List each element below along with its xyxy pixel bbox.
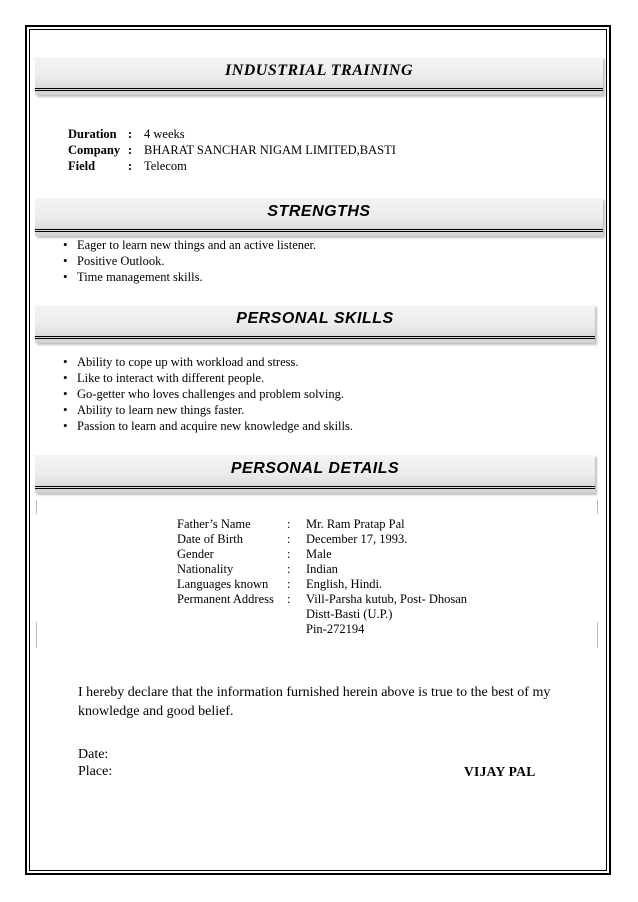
strengths-list bbox=[60, 237, 316, 285]
list-item: • Go-getter who loves challenges and problem solving. bbox=[60, 386, 353, 402]
list-item: • Like to interact with different people. bbox=[60, 370, 353, 386]
list-item: • Eager to learn new things and an active listener. bbox=[60, 237, 316, 253]
decorative-tick bbox=[36, 500, 37, 514]
list-item: • Passion to learn and acquire new knowledge and skills. bbox=[60, 418, 353, 434]
section-header-personal-details bbox=[35, 455, 595, 493]
declaration-text: I hereby declare that the information furnished herein above is true to the best of my knowledge and good belief. bbox=[78, 685, 551, 719]
training-details bbox=[68, 126, 396, 174]
training-row: Field : Telecom bbox=[68, 159, 187, 173]
date-label: Date: bbox=[78, 747, 109, 762]
signature-name: VIJAY PAL bbox=[464, 764, 536, 779]
detail-row: Permanent Address : Vill-Parsha kutub, Post- Dhosan bbox=[177, 592, 468, 606]
section-title: PERSONAL SKILLS bbox=[236, 310, 394, 327]
skills-list bbox=[60, 354, 353, 434]
detail-row: Date of Birth : December 17, 1993. bbox=[177, 532, 408, 546]
training-row: Company : BHARAT SANCHAR NIGAM LIMITED,BASTI bbox=[68, 143, 396, 157]
detail-row: Father’s Name : Mr. Ram Pratap Pal bbox=[177, 517, 405, 531]
section-title: STRENGTHS bbox=[267, 203, 371, 220]
section-header-strengths bbox=[35, 198, 603, 236]
section-title: PERSONAL DETAILS bbox=[230, 460, 400, 477]
address-line: Distt-Basti (U.P.) bbox=[306, 607, 393, 621]
decorative-tick bbox=[597, 622, 598, 648]
list-item: • Ability to learn new things faster. bbox=[60, 402, 353, 418]
section-underline bbox=[35, 336, 595, 339]
personal-details-table bbox=[177, 517, 467, 637]
list-item: • Time management skills. bbox=[60, 269, 316, 285]
list-item: • Positive Outlook. bbox=[60, 253, 316, 269]
section-header-industrial-training bbox=[35, 57, 603, 95]
detail-row: Nationality : Indian bbox=[177, 562, 338, 576]
place-label: Place: bbox=[78, 764, 113, 779]
decorative-tick bbox=[36, 622, 37, 648]
detail-row: Languages known : English, Hindi. bbox=[177, 577, 383, 591]
section-header-personal-skills bbox=[35, 305, 595, 343]
decorative-tick bbox=[597, 500, 598, 514]
section-underline bbox=[35, 88, 603, 91]
address-line: Pin-272194 bbox=[306, 622, 365, 636]
detail-row: Gender : Male bbox=[177, 547, 332, 561]
list-item: • Ability to cope up with workload and stress. bbox=[60, 354, 353, 370]
section-underline bbox=[35, 229, 603, 232]
section-underline bbox=[35, 486, 595, 489]
training-row: Duration : 4 weeks bbox=[68, 127, 185, 141]
section-title: INDUSTRIAL TRAINING bbox=[224, 62, 414, 79]
